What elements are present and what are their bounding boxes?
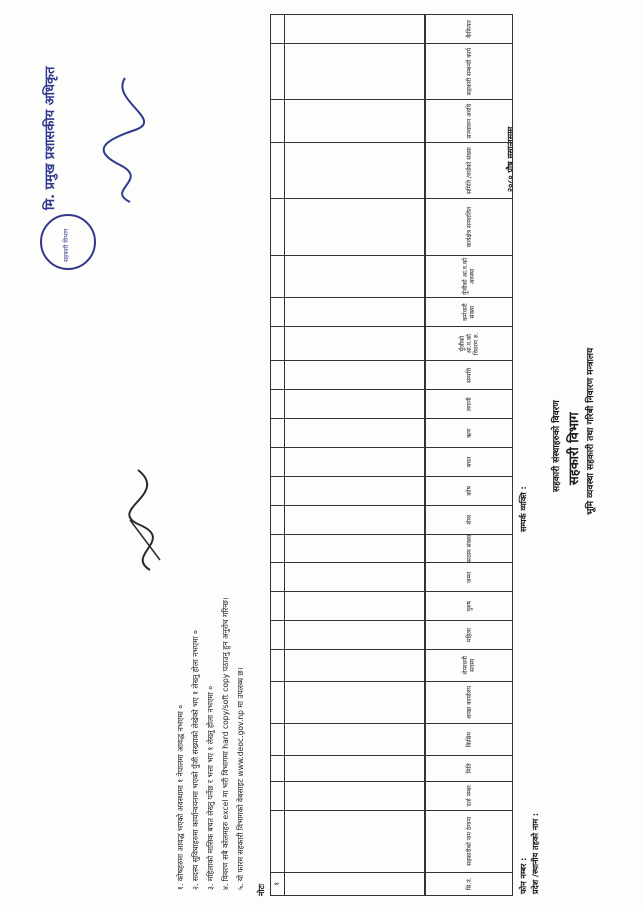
- table-cell: [285, 650, 425, 682]
- table-cell: [271, 298, 285, 327]
- col-male: पुरुष: [426, 592, 513, 621]
- table-cell: [271, 592, 285, 621]
- col-share: शेयर: [426, 505, 513, 534]
- table-cell: [271, 327, 285, 361]
- note-item: १. कोषहरुमा आवद्ध भएको अवस्थामा १ नेपालमा आवद्ध नभएमा ०: [176, 704, 185, 890]
- table-cell: [285, 43, 425, 99]
- table-cell: [285, 298, 425, 327]
- table-cell: [285, 419, 425, 448]
- table-cell: [285, 534, 425, 563]
- official-stamp: [40, 214, 96, 270]
- col-member-group: सदस्य संख्या: [426, 534, 513, 563]
- table-cell: [285, 142, 425, 198]
- table-cell: [285, 505, 425, 534]
- table-cell: [271, 100, 285, 143]
- table-cell: [271, 361, 285, 390]
- table-cell: [271, 650, 285, 682]
- table-cell: [271, 448, 285, 477]
- col-fund: कोष: [426, 476, 513, 505]
- col-branch: शाखा कार्यालय: [426, 681, 513, 724]
- signature-2: [95, 70, 155, 210]
- stamp-text: सहकारी विभाग: [63, 228, 70, 262]
- col-extra2: समिति /वार्डको संख्या: [426, 142, 513, 198]
- col-extra1: कार्यक्षेत्र सञ्चालित: [426, 199, 513, 255]
- col-name: सहकारीको नाम ठेगाना: [426, 810, 513, 872]
- col-share-capital: शेयरधनी सदस्य: [426, 650, 513, 682]
- fiscal-year: २०८० पौष मसान्तसम्म: [506, 126, 515, 192]
- table-cell: [271, 724, 285, 756]
- table-cell: [285, 563, 425, 592]
- table-cell: [271, 505, 285, 534]
- table-cell: [285, 361, 425, 390]
- notes-list: [176, 250, 251, 890]
- note-item: ४. विवरण सबै कोलमहरु excel मा भरी विभागमा hard copy/soft copy पठाउनु हुन अनुरोध गरिन्छ।: [221, 597, 230, 890]
- col-type: किसिम: [426, 724, 513, 756]
- table-cell: [285, 755, 425, 781]
- form-title: सहकारी संस्थाहरुको विवरण: [552, 400, 562, 492]
- col-date: मिति: [426, 755, 513, 781]
- col-status: पुँजीको आ.व.को अवस्था: [426, 255, 513, 298]
- signature-1: [120, 460, 180, 580]
- table-cell: [285, 724, 425, 756]
- col-sn: सि.नं.: [426, 872, 513, 895]
- table-cell: [271, 563, 285, 592]
- col-extra3: सञ्चालन अवधि: [426, 100, 513, 143]
- note-item: २. सदस्य सुविधाहरुमा कार्यान्वयनमा भएको पुँजी संख्याको लेखेको भए १ लेख्नु होला नभएमा ०: [191, 630, 200, 890]
- table-cell: [271, 476, 285, 505]
- table-cell: [271, 199, 285, 255]
- table-cell: [271, 255, 285, 298]
- signatory-name: मि. प्रमुख प्रशासकीय अधिकृत: [43, 66, 58, 210]
- province-label: प्रदेश /स्थानीय तहको नाम :: [531, 812, 540, 894]
- table-cell: [285, 199, 425, 255]
- table-cell: [285, 872, 425, 895]
- table-cell: [285, 476, 425, 505]
- col-capital-group: पुँजीको आ.व.को विवरण रु.: [426, 327, 513, 361]
- ministry-title: भूमि व्यवस्था सहकारी तथा गरिबी निवारण मन्त्रालय: [586, 347, 596, 515]
- table-cell: [271, 755, 285, 781]
- table-cell: [271, 390, 285, 419]
- table-cell-first: १: [271, 872, 285, 895]
- col-investment: लगानी: [426, 390, 513, 419]
- col-assets: सम्पत्ति: [426, 361, 513, 390]
- table-cell: [271, 142, 285, 198]
- table-cell: [271, 419, 285, 448]
- table-cell: [285, 327, 425, 361]
- table-cell: [271, 534, 285, 563]
- col-extra4: सहकारी सम्बन्धी कार्य: [426, 43, 513, 99]
- data-table: [270, 14, 425, 896]
- table-cell: [271, 43, 285, 99]
- table-cell: [271, 810, 285, 872]
- col-total: जम्मा: [426, 563, 513, 592]
- table-cell: [285, 810, 425, 872]
- col-loan: ऋण: [426, 419, 513, 448]
- table-cell: [285, 100, 425, 143]
- table-cell: [285, 781, 425, 810]
- table-cell: [271, 15, 285, 44]
- phone-label: फोन नम्बर :: [519, 857, 528, 894]
- note-item: ५. यो फारम सहकारी विभागको वेबसाइट www.deoc.gov.np मा उपलब्ध छ।: [236, 667, 245, 890]
- table-cell: [271, 781, 285, 810]
- table-cell: [285, 390, 425, 419]
- col-female: महिला: [426, 621, 513, 650]
- table-cell: [285, 448, 425, 477]
- col-reg-no: दर्ता नम्बर: [426, 781, 513, 810]
- col-saving: बचत: [426, 448, 513, 477]
- col-remarks: कैफियत: [426, 15, 513, 44]
- table-header: [425, 14, 513, 896]
- note-item: ३. महिलाको मासिक बचत लेख्नु पर्नेछ र भत्ता भए १ लेख्नु होला नभएमा ०: [206, 685, 215, 890]
- contact-label: सम्पर्क व्यक्ति :: [519, 486, 528, 532]
- table-cell: [271, 621, 285, 650]
- department-title: सहकारी विभाग: [567, 412, 582, 485]
- table-cell: [285, 255, 425, 298]
- notes-label: नोटः: [257, 883, 266, 896]
- table-cell: [285, 681, 425, 724]
- table-cell: [285, 621, 425, 650]
- table-cell: [271, 681, 285, 724]
- col-staff-group: कर्मचारी संख्या: [426, 298, 513, 327]
- table-cell: [285, 592, 425, 621]
- table-cell: [285, 15, 425, 44]
